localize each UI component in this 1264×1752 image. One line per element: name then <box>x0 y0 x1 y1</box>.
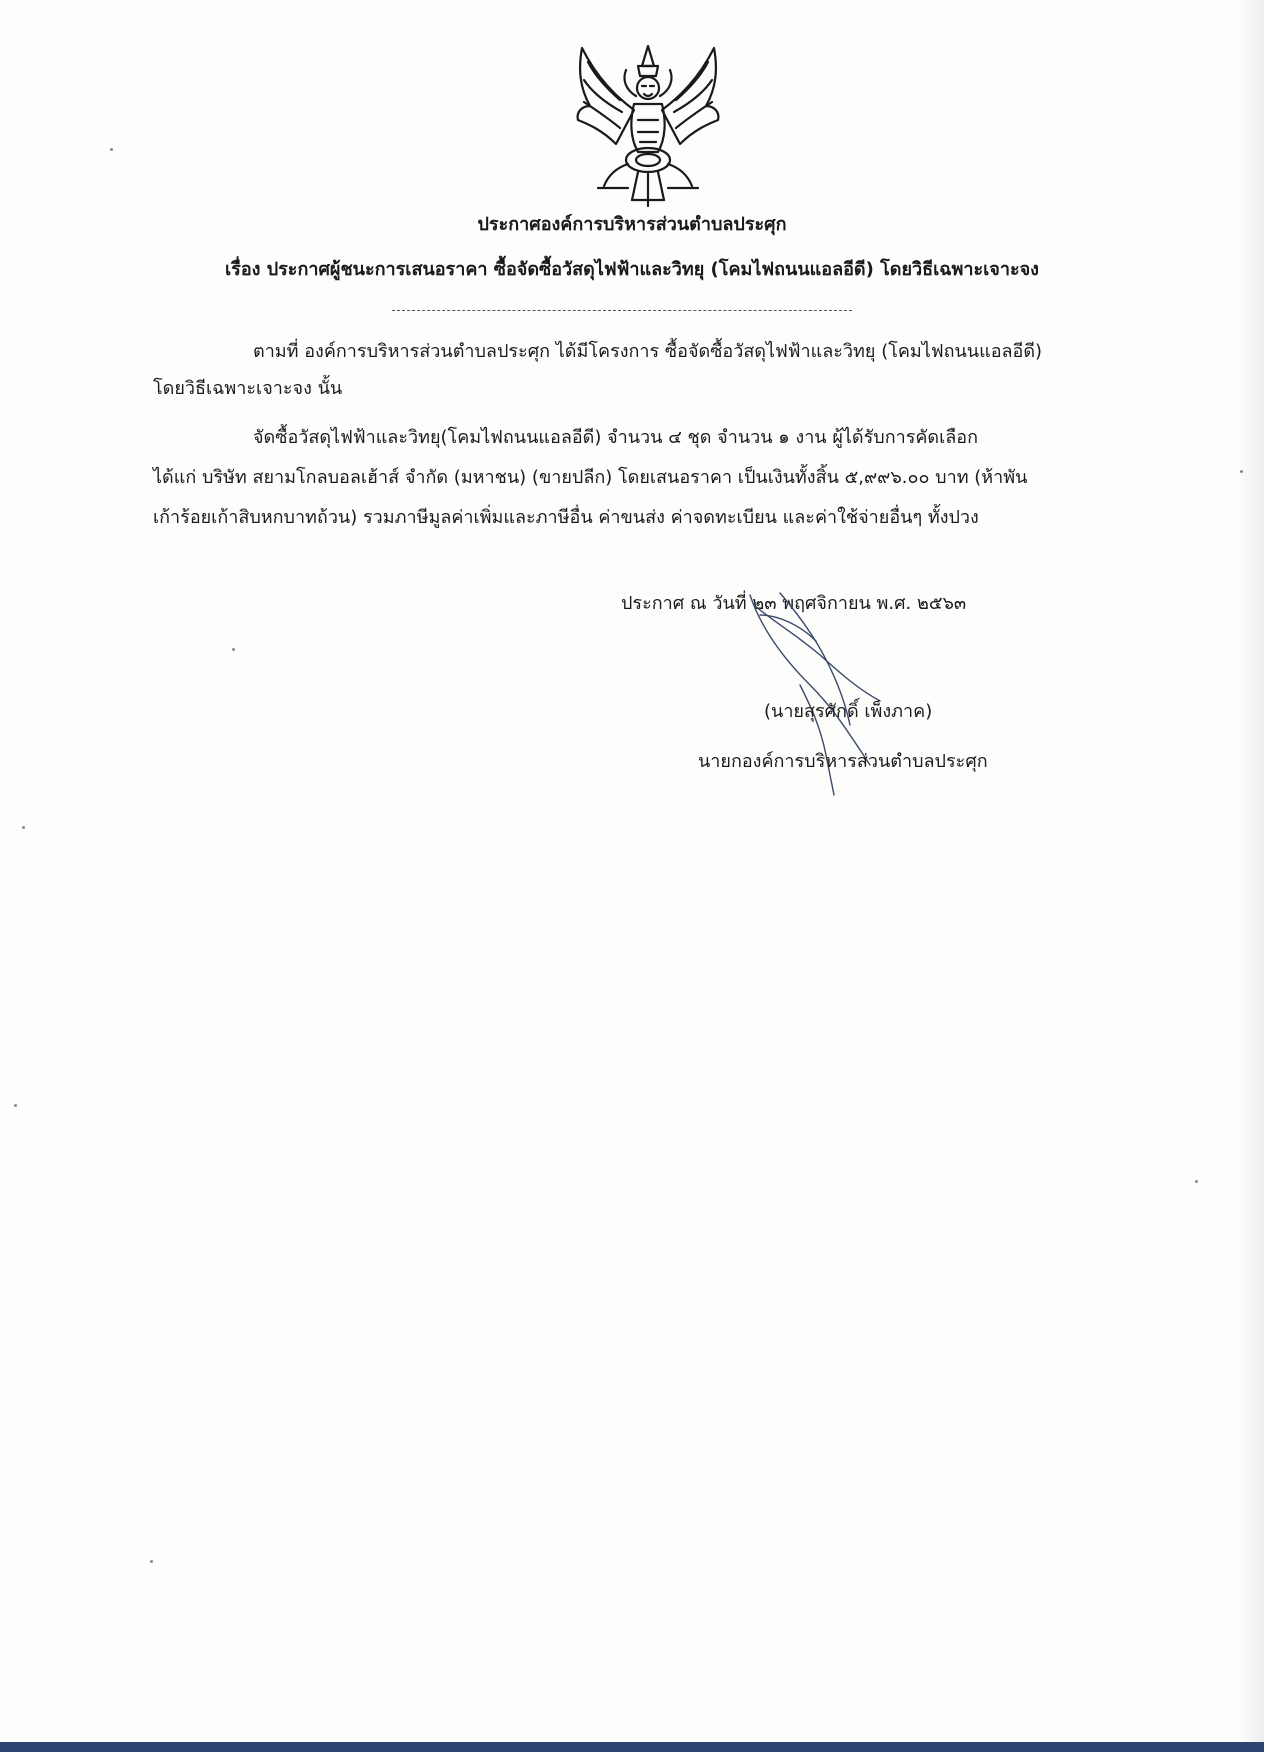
paragraph-1-line-1: ตามที่ องค์การบริหารส่วนตำบลประศุก ได้มีโครงการ ซื้อจัดซื้อวัสดุไฟฟ้าและวิทยุ (โคมไฟถนนแอลอีดี) <box>253 341 1043 362</box>
paragraph-1-line-2: โดยวิธีเฉพาะเจาะจง นั้น <box>153 378 343 399</box>
scan-speck <box>150 1560 153 1563</box>
paragraph-2-line-2: ได้แก่ บริษัท สยามโกลบอลเฮ้าส์ จำกัด (มหาชน) (ขายปลีก) โดยเสนอราคา เป็นเงินทั้งสิ้น ๕,๙๙๖.๐๐ บาท (ห้าพัน <box>153 467 1028 488</box>
scan-speck <box>232 648 235 651</box>
scan-speck <box>22 826 25 829</box>
scan-speck <box>110 148 113 151</box>
document-title: ประกาศองค์การบริหารส่วนตำบลประศุก <box>477 214 787 235</box>
scan-speck <box>14 1104 17 1107</box>
scan-speck <box>1240 470 1243 473</box>
garuda-emblem-icon <box>568 40 728 210</box>
announcement-date: ประกาศ ณ วันที่ ๒๓ พฤศจิกายน พ.ศ. ๒๕๖๓ <box>621 593 967 614</box>
scan-bottom-band <box>0 1742 1264 1752</box>
paragraph-2-line-3: เก้าร้อยเก้าสิบหกบาทถ้วน) รวมภาษีมูลค่าเพิ่มและภาษีอื่น ค่าขนส่ง ค่าจดทะเบียน และค่าใช้จ่ายอื่นๆ ทั้งปวง <box>153 507 979 528</box>
paragraph-2-line-1: จัดซื้อวัสดุไฟฟ้าและวิทยุ(โคมไฟถนนแอลอีดี) จำนวน ๔ ชุด จำนวน ๑ งาน ผู้ได้รับการคัดเลือก <box>253 427 979 448</box>
signer-name: (นายสุรศักดิ์ เพ็งภาค) <box>764 701 933 722</box>
title-separator <box>392 310 852 311</box>
signer-position: นายกองค์การบริหารส่วนตำบลประศุก <box>698 751 988 772</box>
scan-speck <box>1195 1180 1198 1183</box>
document-subject: เรื่อง ประกาศผู้ชนะการเสนอราคา ซื้อจัดซื้อวัสดุไฟฟ้าและวิทยุ (โคมไฟถนนแอลอีดี) โดยวิธีเฉพาะเจาะจง <box>225 259 1039 280</box>
